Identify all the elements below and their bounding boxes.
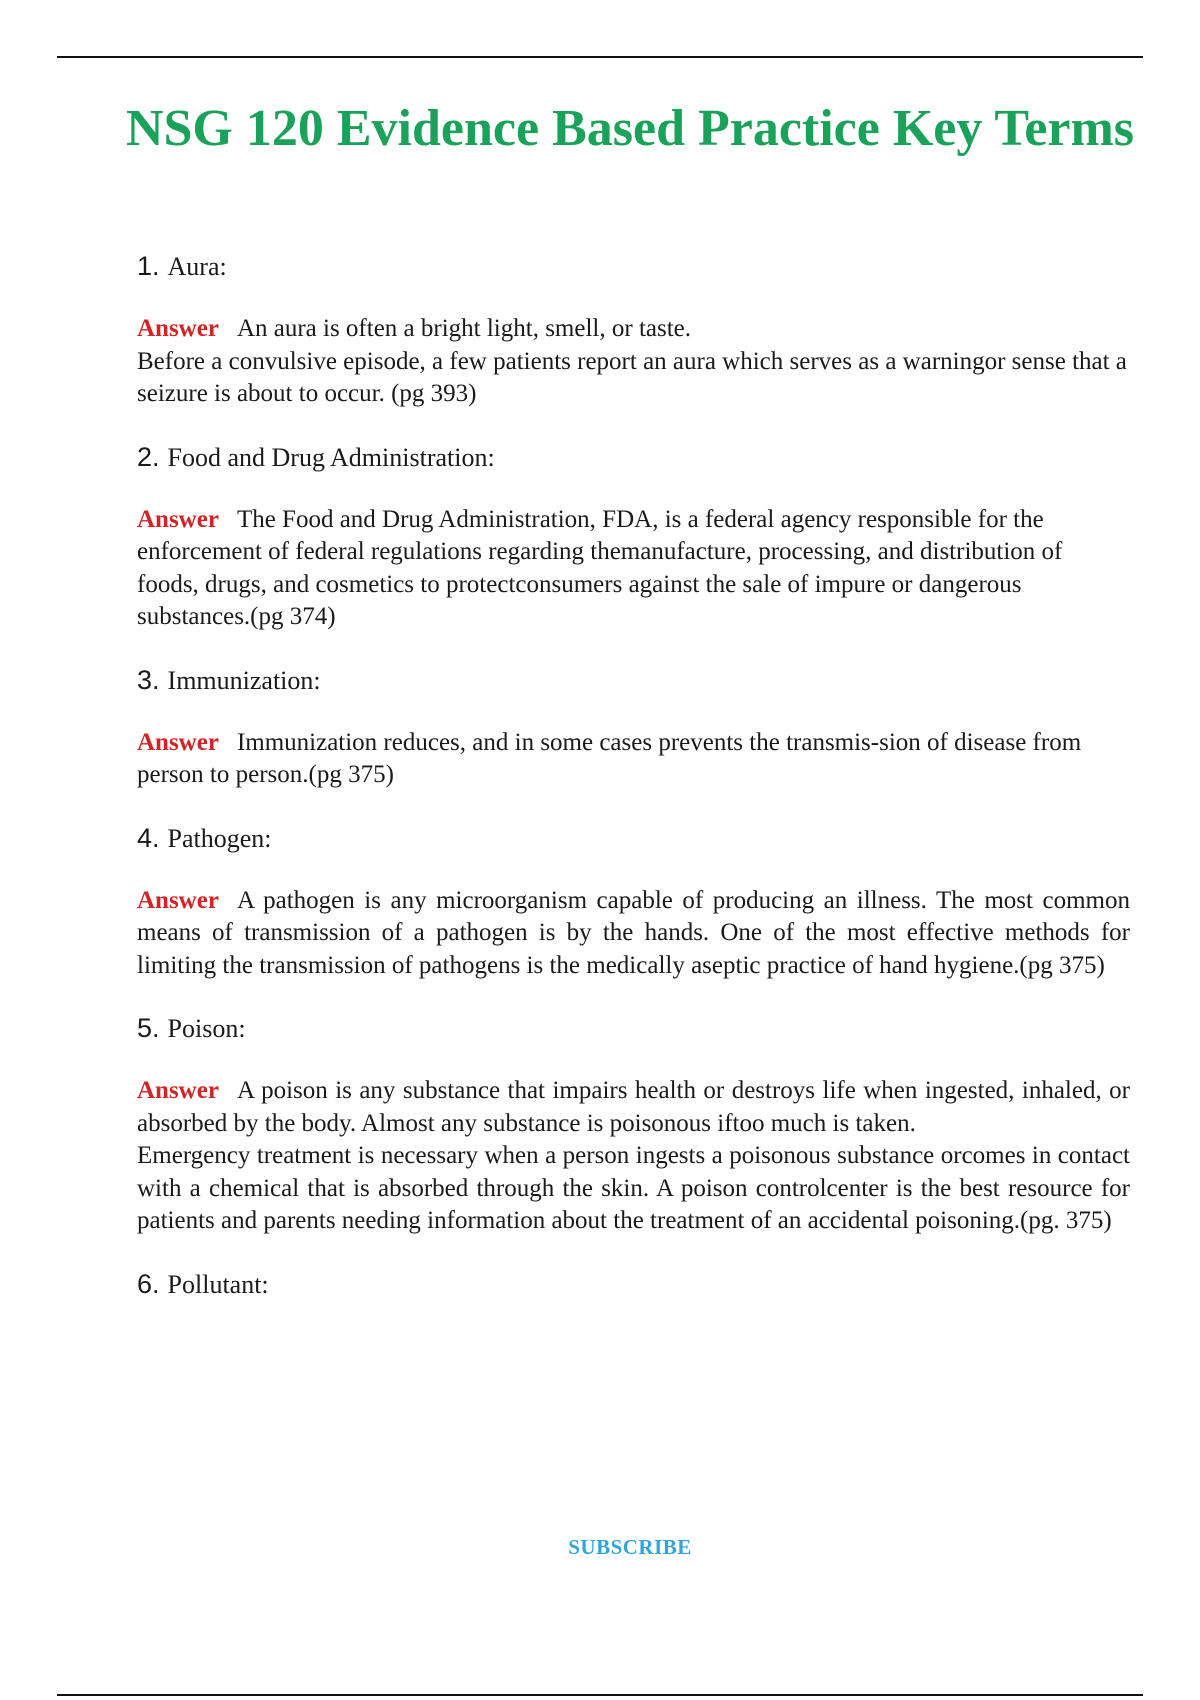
answer-label: Answer [137,728,219,756]
answer-block [137,313,1130,411]
term-label: Aura: [167,252,227,281]
answer-block [137,504,1130,634]
bottom-divider [57,1694,1143,1696]
term-heading [137,250,1130,283]
answer-paragraph [137,313,1130,346]
term-heading [137,822,1130,855]
top-divider [57,56,1143,58]
term-label: Pollutant: [167,1269,269,1299]
document-title: NSG 120 Evidence Based Practice Key Terms [125,100,1135,157]
answer-paragraph: Before a convulsive episode, a few patients report an aura which serves as a warningor sense that a seizure is about to occur. (pg 393) [137,347,1127,407]
answer-text: The Food and Drug Administration, FDA, is a federal agency responsible for the enforcement of federal regulations regarding themanufacture, processing, and distribution of foods, drugs, and cosmetics to protectconsumers against the sale of impure or dangerous substances.(pg 374) [137,505,1063,630]
answer-paragraph [137,727,1130,792]
answer-label: Answer [137,505,219,533]
answer-block [137,885,1130,983]
answer-label: Answer [137,886,219,914]
answer-label: Answer [137,1077,219,1104]
term-label: Food and Drug Administration: [167,442,495,472]
answer-label: Answer [137,315,219,342]
term-heading [137,441,1130,474]
term-number: 3. [137,664,160,695]
answer-text: A pathogen is any microorganism capable of producing an illness. The most common means of transmission of a pathogen is by the hands. One of the most effective methods for limiting the transmission of pathogens is the medically aseptic practice of hand hygiene.(pg 375) [137,886,1130,979]
terms-list [137,250,1130,1331]
term-number: 1. [137,251,160,281]
answer-block [137,1075,1130,1238]
term-number: 4. [137,822,160,853]
subscribe-link[interactable]: SUBSCRIBE [568,1535,692,1559]
term-number: 2. [137,441,160,472]
term-label: Immunization: [167,665,321,695]
answer-paragraph [137,504,1130,634]
term-number: 6. [137,1268,160,1299]
answer-text: An aura is often a bright light, smell, or taste. [236,315,692,342]
answer-paragraph [137,1075,1130,1140]
term-heading [137,1012,1130,1045]
term-label: Poison: [167,1014,246,1043]
term-label: Pathogen: [167,823,272,853]
answer-paragraph: Emergency treatment is necessary when a person ingests a poisonous substance orcomes in contact with a chemical that is absorbed through the skin. A poison controlcenter is the best resource for patients and parents needing information about the treatment of an accidental poisoning.(pg. 375) [137,1142,1130,1234]
term-heading [137,1268,1130,1301]
term-heading [137,664,1130,697]
answer-paragraph [137,885,1130,983]
answer-block [137,727,1130,792]
term-number: 5. [137,1013,160,1043]
answer-text: A poison is any substance that impairs health or destroys life when ingested, inhaled, or absorbed by the body. Almost any substance is poisonous iftoo much is taken. [137,1077,1130,1137]
answer-text: Immunization reduces, and in some cases prevents the transmis-sion of disease from person to person.(pg 375) [137,728,1082,788]
